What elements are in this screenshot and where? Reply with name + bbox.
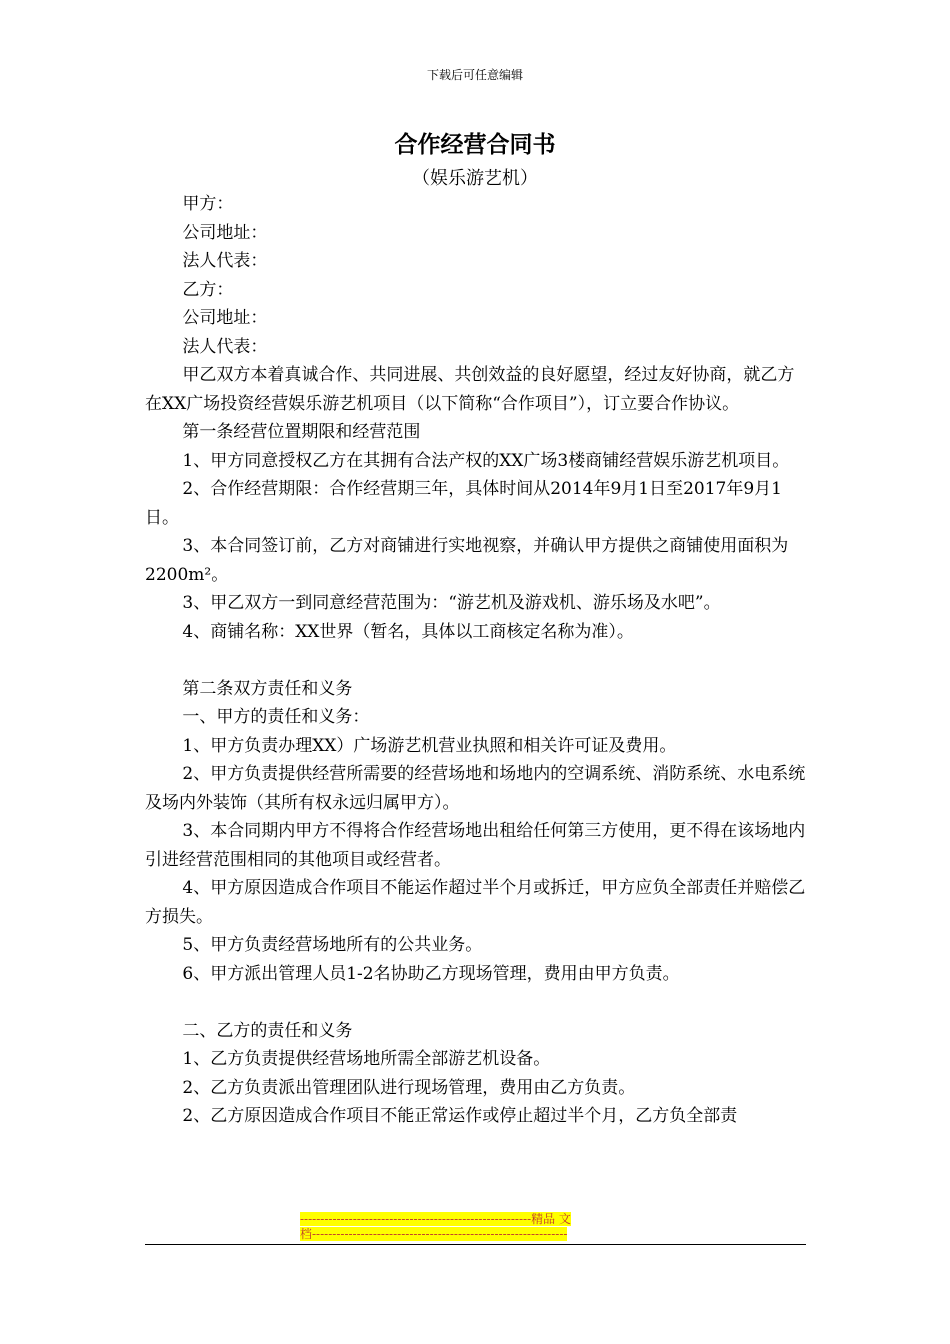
article-1-clause: 3、甲乙双方一到同意经营范围为：“游艺机及游戏机、游乐场及水吧”。 [182, 593, 721, 613]
party-a-duties-heading: 一、甲方的责任和义务： [182, 707, 370, 727]
party-a-duty: 4、甲方原因造成合作项目不能运作超过半个月或拆迁，甲方应负全部责任并赔偿乙方损失。 [145, 878, 806, 927]
party-b-duties-heading: 二、乙方的责任和义务 [182, 1020, 353, 1041]
party-a-duty: 2、甲方负责提供经营所需要的经营场地和场地内的空调系统、消防系统、水电系统及场内外装饰（其所有权永远归属甲方）。 [145, 764, 806, 813]
party-a-representative: 法人代表： [182, 251, 268, 271]
party-a-duty: 6、甲方派出管理人员1-2名协助乙方现场管理，费用由甲方负责。 [182, 963, 680, 984]
article-1-clause: 4、商铺名称：XX世界（暂名，具体以工商核定名称为准）。 [182, 621, 634, 642]
article-2-heading: 第二条双方责任和义务 [182, 678, 353, 699]
party-b-address: 公司地址： [182, 308, 268, 328]
contract-title: 合作经营合同书 [394, 131, 556, 158]
footer-line-2: 档--------------------------------------------------------------- [300, 1227, 568, 1241]
party-a-duty: 5、甲方负责经营场地所有的公共业务。 [182, 935, 483, 955]
contract-body [145, 190, 810, 1131]
article-1-heading: 第一条经营位置期限和经营范围 [182, 422, 421, 442]
article-1-clause: 2、合作经营期限：合作经营期三年，具体时间从2014年9月1日至2017年9月1日。 [145, 479, 782, 528]
preamble-paragraph: 甲乙双方本着真诚合作、共同进展、共创效益的良好愿望，经过友好协商，就乙方在XX广场投资经营娱乐游艺机项目（以下简称“合作项目”），订立要合作协议。 [145, 365, 795, 414]
footer-line-1: ---------------------------------------------------------精品 文 [300, 1212, 571, 1226]
download-note: 下载后可任意编辑 [426, 68, 523, 82]
party-b-duty: 2、乙方负责派出管理团队进行现场管理，费用由乙方负责。 [182, 1077, 636, 1098]
paragraph-spacer [145, 988, 810, 1017]
party-a-label: 甲方： [182, 194, 234, 214]
party-a-address: 公司地址： [182, 222, 268, 243]
article-1-clause: 3、本合同签订前，乙方对商铺进行实地视察，并确认甲方提供之商铺使用面积为2200m²。 [145, 536, 789, 585]
party-a-duty: 1、甲方负责办理XX）广场游艺机营业执照和相关许可证及费用。 [182, 735, 677, 756]
party-b-duty: 1、乙方负责提供经营场地所需全部游艺机设备。 [182, 1049, 551, 1069]
party-b-representative: 法人代表： [182, 336, 268, 357]
party-b-label: 乙方： [182, 279, 234, 300]
contract-subtitle: （娱乐游艺机） [412, 168, 538, 189]
footer-rule [145, 1244, 806, 1245]
party-b-duty: 2、乙方原因造成合作项目不能正常运作或停止超过半个月，乙方负全部责 [182, 1106, 738, 1126]
article-1-clause: 1、甲方同意授权乙方在其拥有合法产权的XX广场3楼商铺经营娱乐游艺机项目。 [182, 450, 790, 471]
party-a-duty: 3、本合同期内甲方不得将合作经营场地出租给任何第三方使用，更不得在该场地内引进经营范围相同的其他项目或经营者。 [145, 821, 806, 870]
paragraph-spacer [145, 646, 810, 675]
footer-watermark [300, 1212, 645, 1242]
